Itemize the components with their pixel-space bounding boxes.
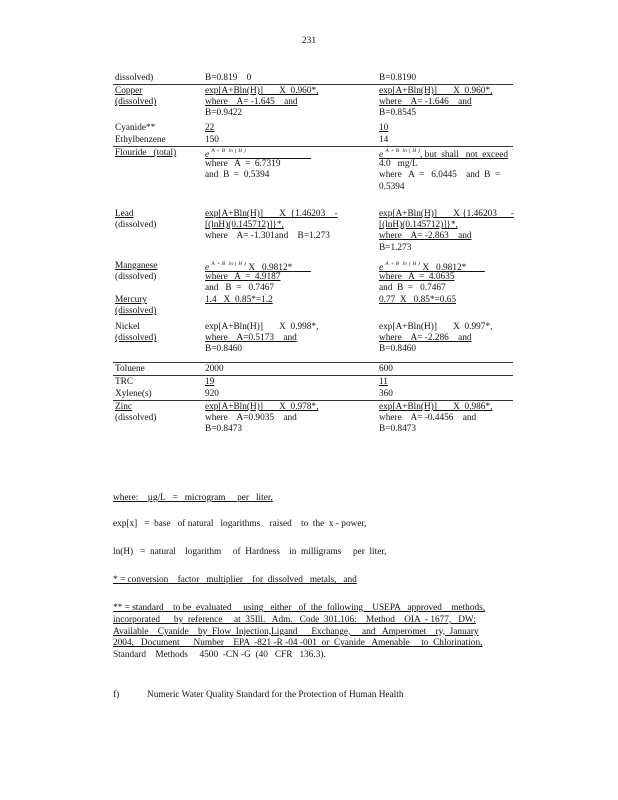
- substance-name: Mercury: [115, 295, 148, 305]
- formula-line: [(lnH)(0.145712)]}*,: [379, 220, 458, 231]
- criterion-value: 920: [205, 389, 219, 399]
- formula-line: where A=0.5173 and: [205, 333, 297, 344]
- criterion-value: B=0.819 0: [205, 73, 252, 83]
- formula-line: where A= -0.4456 and: [379, 413, 477, 424]
- substance-name: Xylene(s): [115, 389, 152, 399]
- exponent: A + B ln ( H ): [211, 261, 247, 267]
- criterion-value: 11: [379, 377, 388, 387]
- section-heading: [113, 690, 528, 701]
- exponent: A + B ln ( H ): [385, 148, 421, 154]
- formula-suffix: , but shall not exceed: [420, 150, 509, 160]
- formula-line: B=0.8460: [205, 344, 243, 355]
- formula-line: e $^{A + B ln ( H )}$ X 0.9812*: [205, 261, 293, 273]
- table-row: [113, 85, 513, 122]
- criterion-value: 19: [205, 377, 215, 387]
- formula-line: exp[A+Bln(H)] X 0.960*,: [379, 86, 493, 96]
- substance-qualifier: (dissolved): [115, 306, 157, 317]
- table-row: [113, 294, 513, 318]
- table-row: [113, 318, 513, 363]
- formula-line: where A = 6.0445 and B =: [379, 170, 501, 181]
- definition-cyanide-standard: ** = standard to be evaluated using either of the following USEPA approved methods, incorporated by reference at 35Ill. Adm. Code 301.106: Method OIA - 1677, DW: Available Cyanide by Flow Injection,Ligand Exchange, and Amperomet ry, January 2004, Document Number EPA -821 -R -04 -001 or Cyanide Amenable to Chlorination, Standard Methods 4500 -CN -G (40 CFR 136.3).: [113, 603, 486, 661]
- formula-line: e $^{A + B ln ( H )}$, but shall not exceed: [379, 148, 509, 160]
- definition-ln: ln(H) = natural logarithm of Hardness in milligrams per liter,: [113, 547, 387, 557]
- table-row: [113, 122, 513, 134]
- substance-qualifier: (dissolved): [115, 220, 157, 231]
- criterion-value: 1.4 X 0.85*=1.2: [205, 295, 273, 305]
- table-row: [113, 401, 513, 437]
- substance-name: dissolved): [115, 73, 154, 83]
- formula-line: exp[A+Bln(H)] X 0.997*,: [379, 322, 493, 332]
- formula-line: exp[A+Bln(H)] X {1.46203 -: [379, 209, 514, 219]
- formula-line: exp[A+Bln(H)] X 0.998*,: [205, 322, 319, 332]
- substance-name: Cyanide**: [115, 123, 156, 133]
- formula-line: where A = 4.0635: [379, 272, 455, 283]
- criterion-value: 150: [205, 135, 219, 145]
- criterion-value: 10: [379, 123, 389, 133]
- substance-name: Ethylbenzene: [115, 135, 166, 145]
- formula-line: e $^{A + B ln ( H )}$: [205, 148, 247, 160]
- formula-line: exp[A+Bln(H)] X 0.978*,: [205, 402, 319, 412]
- page-number: 231: [301, 36, 317, 46]
- substance-qualifier: (dissolved): [115, 97, 157, 108]
- formula-suffix: X 0.9812*: [422, 263, 467, 273]
- substance-qualifier: (dissolved): [115, 333, 157, 344]
- formula-line: where A= -1.301and B=1.273: [205, 231, 330, 242]
- definition-exp: exp[x] = base of natural logarithms raised to the x - power,: [113, 519, 367, 529]
- section-letter: f): [113, 690, 120, 700]
- criterion-value: B=0.8190: [379, 73, 417, 83]
- formula-line: B=0.8545: [379, 108, 417, 119]
- formula-line: e $^{A + B ln ( H )}$ X 0.9812*: [379, 261, 467, 273]
- criterion-value: 0.77 X 0.85*=0.65: [379, 295, 457, 305]
- formula-line: 4.0 mg/L: [379, 159, 418, 170]
- formula-line: where A= -1.646 and: [379, 97, 472, 108]
- formula-line: and B = 0.7467: [205, 283, 275, 294]
- formula-line: B=0.8460: [379, 344, 417, 355]
- formula-line: exp[A+Bln(H)] X 0.960*,: [205, 86, 319, 96]
- formula-line: B=1.273: [379, 242, 412, 253]
- criterion-value: 2000: [205, 364, 224, 374]
- table-row: [113, 376, 513, 388]
- substance-name: Flouride (total): [115, 148, 177, 158]
- formula-line: B=0.9422: [205, 108, 243, 119]
- definition-ugl: where: µg/L = microgram per liter,: [113, 493, 273, 503]
- table-row: [113, 134, 513, 147]
- substance-name: TRC: [115, 377, 134, 387]
- formula-line: 0.5394: [379, 181, 405, 192]
- criterion-value: 14: [379, 135, 389, 145]
- formula-line: exp[A+Bln(H)] X {1.46203 -: [205, 209, 338, 219]
- criteria-table: [113, 72, 513, 437]
- formula-line: where A= -2.286 and: [379, 333, 472, 344]
- formula-line: B=0.8473: [205, 424, 243, 435]
- definition-conversion-factor: * = conversion factor multiplier for dissolved metals, and: [113, 575, 357, 585]
- criterion-value: 22: [205, 123, 215, 133]
- section-title: Numeric Water Quality Standard for the Protection of Human Health: [147, 690, 404, 700]
- criterion-value: 360: [379, 389, 393, 399]
- substance-name: Manganese: [115, 261, 158, 271]
- formula-line: [(lnH)(0.145712)]}*,: [205, 220, 284, 231]
- formula-line: where A= -2.863 and: [379, 231, 472, 242]
- substance-qualifier: (dissolved): [115, 413, 157, 424]
- formula-suffix: X 0.9812*: [248, 263, 293, 273]
- formula-line: exp[A+Bln(H)] X 0.986*,: [379, 402, 493, 412]
- exponent: A + B ln ( H ): [385, 261, 421, 267]
- formula-line: and B = 0.5394: [205, 170, 270, 181]
- exponent: A + B ln ( H ): [211, 148, 247, 154]
- substance-name: Zinc: [115, 402, 133, 412]
- table-row: [113, 363, 513, 376]
- substance-name: Copper: [115, 86, 143, 96]
- table-row: [113, 147, 513, 208]
- table-row: [113, 72, 513, 85]
- table-row: [113, 388, 513, 401]
- formula-line: where A = 6.7319: [205, 159, 281, 170]
- formula-line: and B = 0.7467: [379, 283, 446, 294]
- substance-name: Lead: [115, 209, 134, 219]
- table-row: [113, 208, 513, 260]
- formula-line: where A= -1.645 and: [205, 97, 298, 108]
- substance-name: Toluene: [115, 364, 145, 374]
- substance-name: Nickel: [115, 322, 140, 332]
- formula-line: where A=0.9035 and: [205, 413, 297, 424]
- formula-line: B=0.8473: [379, 424, 417, 435]
- substance-qualifier: (dissolved): [115, 272, 157, 283]
- criterion-value: 600: [379, 364, 393, 374]
- formula-line: where A = 4.9187: [205, 272, 281, 283]
